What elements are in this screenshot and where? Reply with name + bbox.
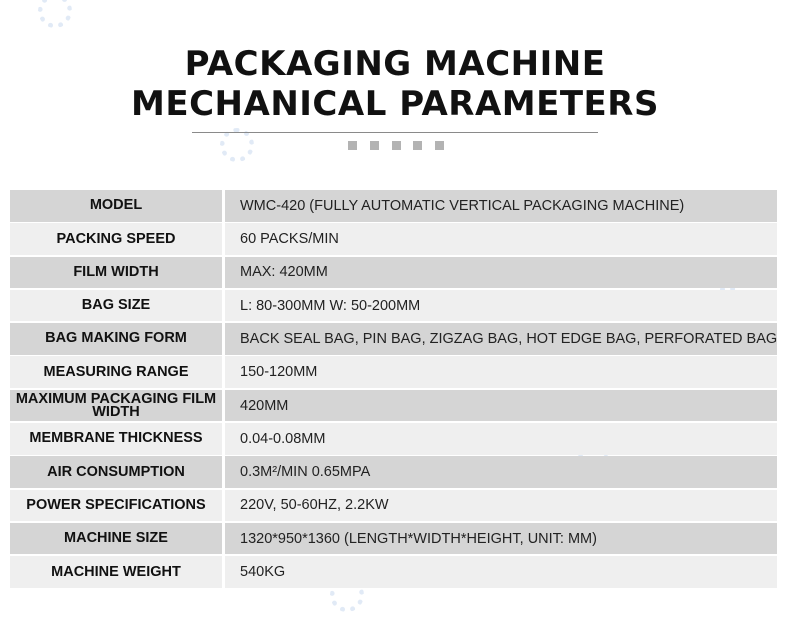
- table-row: [10, 257, 777, 289]
- row-value: 220V, 50-60HZ, 2.2KW: [225, 490, 777, 522]
- row-label: MODEL: [10, 190, 222, 222]
- row-value: 60 PACKS/MIN: [225, 223, 777, 255]
- row-value: 540KG: [225, 556, 777, 588]
- parameters-table: [10, 190, 777, 590]
- page-title: [0, 44, 790, 124]
- row-label: BAG SIZE: [10, 290, 222, 322]
- divider-dot: [392, 141, 401, 150]
- row-label: MACHINE WEIGHT: [10, 556, 222, 588]
- table-row: [10, 290, 777, 322]
- row-label: POWER SPECIFICATIONS: [10, 490, 222, 522]
- row-label: MACHINE SIZE: [10, 523, 222, 555]
- row-value: L: 80-300MM W: 50-200MM: [225, 290, 777, 322]
- row-value: MAX: 420MM: [225, 257, 777, 289]
- row-value: WMC-420 (FULLY AUTOMATIC VERTICAL PACKAGING MACHINE): [225, 190, 777, 222]
- row-label: BAG MAKING FORM: [10, 323, 222, 355]
- table-row: [10, 390, 777, 422]
- watermark-logo-icon: [220, 128, 254, 162]
- row-value: 0.04-0.08MM: [225, 423, 777, 455]
- row-label: MEMBRANE THICKNESS: [10, 423, 222, 455]
- table-row: [10, 456, 777, 488]
- table-row: [10, 323, 777, 355]
- row-value: 420MM: [225, 390, 777, 422]
- row-value: 0.3M²/MIN 0.65MPA: [225, 456, 777, 488]
- divider-dot: [370, 141, 379, 150]
- table-row: [10, 223, 777, 255]
- table-row: [10, 190, 777, 222]
- divider-dots: [348, 141, 444, 150]
- title-divider: [192, 132, 598, 133]
- divider-dot: [348, 141, 357, 150]
- row-label: AIR CONSUMPTION: [10, 456, 222, 488]
- page-title-line-1: PACKAGING MACHINE: [184, 44, 606, 84]
- row-label: FILM WIDTH: [10, 257, 222, 289]
- table-row: [10, 423, 777, 455]
- divider-dot: [435, 141, 444, 150]
- row-label: MAXIMUM PACKAGING FILM WIDTH: [10, 390, 222, 422]
- row-label: MEASURING RANGE: [10, 356, 222, 388]
- table-row: [10, 356, 777, 388]
- table-row: [10, 523, 777, 555]
- row-label: PACKING SPEED: [10, 223, 222, 255]
- watermark-logo-icon: [38, 0, 72, 28]
- row-value: BACK SEAL BAG, PIN BAG, ZIGZAG BAG, HOT EDGE BAG, PERFORATED BAG: [225, 323, 777, 355]
- divider-dot: [413, 141, 422, 150]
- row-value: 150-120MM: [225, 356, 777, 388]
- table-row: [10, 556, 777, 588]
- table-row: [10, 490, 777, 522]
- row-value: 1320*950*1360 (LENGTH*WIDTH*HEIGHT, UNIT: MM): [225, 523, 777, 555]
- page-title-line-2: MECHANICAL PARAMETERS: [131, 84, 659, 124]
